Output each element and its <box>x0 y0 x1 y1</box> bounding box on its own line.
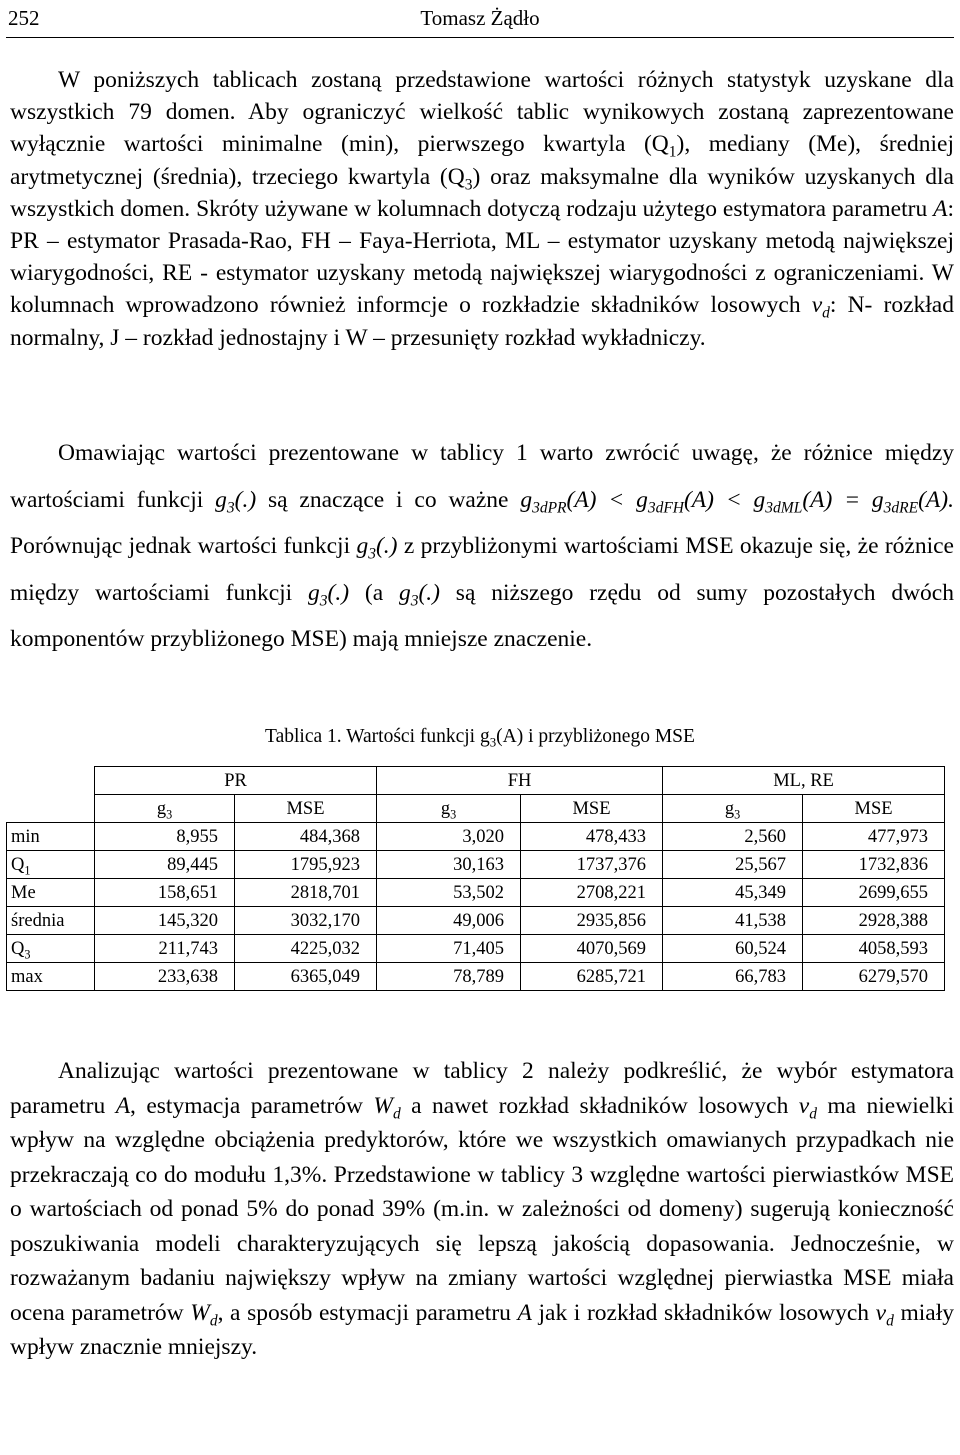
subheader-mse: MSE <box>521 795 663 823</box>
p2-text-6: są niższego rzędu od sumy pozostałych dwóch komponentów przybliżonego MSE) mają mniejsze znaczenie. <box>10 579 954 652</box>
p1-sub-2: 3 <box>464 176 473 194</box>
p2-text-1: Omawiając wartości prezentowane w tablicy 1 warto zwrócić uwagę, że różnice między wartościami funkcji <box>10 440 954 513</box>
p1-text-1: W poniższych tablicach zostaną przedstawione wartości różnych statystyk uzyskane dla wszystkich 79 domen. Aby ograniczyć wielkość tablic wynikowych zostaną zaprezentowane wyłącznie wartości minimalne (min), pierwszego kwartyla (Q <box>10 67 954 158</box>
table-cell: 89,445 <box>95 851 235 879</box>
paragraph-3: Analizując wartości prezentowane w tablicy 2 należy podkreślić, że wybór estymatora parametru A, estymacja parametrów $W_d$ a nawet rozkład składników losowych $v_d$ ma niewielki wpływ na względne obciążenia predyktorów, które we wszystkich omawianych przypadkach nie przekraczają co do modułu 1,3%. Przedstawione w tablicy 3 względne wartości pierwiastków MSE o wartościach od ponad 5% do ponad 39% (m.in. w zależności od domeny) sugerują konieczność poszukiwania modeli charakteryzujących się lepszą jakością dopasowania. Jednocześnie, w rozważanym badaniu największy wpływ na zmiany wartości względnej pierwiastka MSE miała ocena parametrów $W_d$, a sposób estymacji parametru A jak i rozkład składników losowych $v_d$ miały wpływ znacznie mniejszy. <box>10 1058 954 1360</box>
p1-var-v-sub: d <box>822 304 830 322</box>
p2-text-4: z przybliżonymi wartościami MSE okazuje się, że różnice między wartościami funkcji <box>10 533 954 606</box>
table-cell: 2,560 <box>663 823 803 851</box>
header-rule <box>6 37 954 38</box>
table-cell: 484,368 <box>235 823 377 851</box>
p2-inequality-formula: $g_{3dPR}(A) < g_{3dFH}(A) < g_{3dML}(A) = g_{3dRE}(A)$. <box>520 486 954 516</box>
table-subheader-row <box>7 795 945 823</box>
p3-var-v: v <box>798 1092 810 1119</box>
table-cell: 4058,593 <box>803 935 945 963</box>
table-cell: 6279,570 <box>803 963 945 991</box>
subheader-g3: $g_3$ <box>377 795 521 823</box>
table-cell: 8,955 <box>95 823 235 851</box>
table-corner <box>7 767 95 795</box>
table-row <box>7 907 945 935</box>
subheader-mse: MSE <box>235 795 377 823</box>
p3-var-v-2: v <box>875 1299 887 1326</box>
group-header-ml-re: ML, RE <box>663 767 945 795</box>
table-cell: 211,743 <box>95 935 235 963</box>
subheader-mse: MSE <box>803 795 945 823</box>
p1-text-3: ) oraz maksymalne dla wyników uzyskanych dla wszystkich domen. Skróty używane w kolumnach dotyczą rodzaju użytego estymatora parametru <box>10 163 954 222</box>
table-cell: 66,783 <box>663 963 803 991</box>
p2-formula-g3-b: $g_3(.)$ <box>356 533 398 563</box>
subheader-g3: $g_3$ <box>663 795 803 823</box>
table-cell: 30,163 <box>377 851 521 879</box>
p1-param-a: A <box>933 195 948 222</box>
table-cell: 25,567 <box>663 851 803 879</box>
p1-text-5: : N- rozkład normalny, J – rozkład jednostajny i W – przesunięty rozkład wykładniczy. <box>10 292 954 351</box>
table-cell: 2935,856 <box>521 907 663 935</box>
subheader-g3: $g_3$ <box>95 795 235 823</box>
p1-sub-1: 1 <box>668 143 677 161</box>
row-label: min <box>7 823 95 851</box>
table-row <box>7 823 945 851</box>
p2-text-5: (a <box>349 579 399 606</box>
table-cell: 4225,032 <box>235 935 377 963</box>
page-number: 252 <box>8 6 40 30</box>
table-group-header-row <box>7 767 945 795</box>
table-cell: 2699,655 <box>803 879 945 907</box>
header-author: Tomasz Żądło <box>420 6 540 30</box>
p3-text-4: ma niewielki wpływ na względne obciążenia predyktorów, które we wszystkich omawianych przypadkach nie przekraczają co do modułu 1,3%. Przedstawione w tablicy 3 względne wartości pierwiastków MSE o wartościach od ponad 5% do ponad 39% (m.in. w zależności od domeny) sugerują konieczność poszukiwania modeli charakteryzujących się lepszą jakością dopasowania. Jednocześnie, w rozważanym badaniu największy wpływ na zmiany wartości względnej pierwiastka MSE miała ocena parametrów <box>10 1092 954 1326</box>
table-caption: Tablica 1. Wartości funkcji $g_3(A)$ i przybliżonego MSE <box>265 726 695 750</box>
table-cell: 6285,721 <box>521 963 663 991</box>
table-row <box>7 963 945 991</box>
running-header <box>6 4 954 34</box>
p3-param-w: W <box>373 1092 393 1119</box>
row-label: $Q_1$ <box>7 851 95 879</box>
table-cell: 145,320 <box>95 907 235 935</box>
row-label: średnia <box>7 907 95 935</box>
table-cell: 53,502 <box>377 879 521 907</box>
table-cell: 2928,388 <box>803 907 945 935</box>
p2-formula-g3-c: $g_3(.)$ <box>308 579 350 609</box>
table-cell: 1795,923 <box>235 851 377 879</box>
table-cell: 2708,221 <box>521 879 663 907</box>
paragraph-2 <box>10 430 954 663</box>
p2-text-3: Porównując jednak wartości funkcji <box>10 533 357 559</box>
table-cell: 3,020 <box>377 823 521 851</box>
row-label: Me <box>7 879 95 907</box>
table-cell: 71,405 <box>377 935 521 963</box>
p3-param-w-2: W <box>190 1299 210 1326</box>
table-row <box>7 935 945 963</box>
group-header-pr: PR <box>95 767 377 795</box>
paragraph-1 <box>10 64 954 354</box>
table-cell: 6365,049 <box>235 963 377 991</box>
p2-text-2: są znaczące i co ważne <box>256 486 521 513</box>
table-cell: 1732,836 <box>803 851 945 879</box>
row-label: max <box>7 963 95 991</box>
p2-formula-g3-d: $g_3(.)$ <box>398 579 440 609</box>
table-cell: 45,349 <box>663 879 803 907</box>
table-cell: 478,433 <box>521 823 663 851</box>
table-row <box>7 879 945 907</box>
p1-var-v: v <box>811 292 823 319</box>
row-label: $Q_3$ <box>7 935 95 963</box>
p3-text-7: miały wpływ znacznie mniejszy. <box>10 1299 954 1360</box>
group-header-fh: FH <box>377 767 663 795</box>
p1-text-2: ), mediany (Me), średniej arytmetycznej (średnia), trzeciego kwartyla (Q <box>10 131 954 190</box>
p3-text-6: jak i rozkład składników losowych <box>531 1299 876 1326</box>
table-cell: 49,006 <box>377 907 521 935</box>
p3-text-3: a nawet rozkład składników losowych <box>400 1092 799 1119</box>
table-row <box>7 851 945 879</box>
table-cell: 60,524 <box>663 935 803 963</box>
table-cell: 3032,170 <box>235 907 377 935</box>
p3-param-a-2: A <box>517 1299 532 1326</box>
p3-param-a: A <box>115 1092 131 1119</box>
p3-text-5: , a sposób estymacji parametru <box>217 1299 518 1326</box>
table-cell: 2818,701 <box>235 879 377 907</box>
table-cell: 477,973 <box>803 823 945 851</box>
table-cell: 1737,376 <box>521 851 663 879</box>
p3-text-1: Analizując wartości prezentowane w tablicy 2 należy podkreślić, że wybór estymatora parametru <box>10 1058 954 1119</box>
p1-text-4: : PR – estymator Prasada-Rao, FH – Faya-Herriota, ML – estymator uzyskany metodą największej wiarygodności, RE - estymator uzyskany metodą największej wiarygodności z ograniczeniami. W kolumnach wprowadzono również informcje o rozkładzie składników losowych <box>10 195 954 319</box>
table-corner-2 <box>7 795 95 823</box>
table-cell: 41,538 <box>663 907 803 935</box>
table-cell: 78,789 <box>377 963 521 991</box>
results-table <box>6 766 945 991</box>
table-cell: 158,651 <box>95 879 235 907</box>
p3-text-2: , estymacja parametrów <box>130 1092 374 1119</box>
table-cell: 233,638 <box>95 963 235 991</box>
p2-formula-g3-a: $g_3(.)$ <box>215 486 257 516</box>
table-cell: 4070,569 <box>521 935 663 963</box>
